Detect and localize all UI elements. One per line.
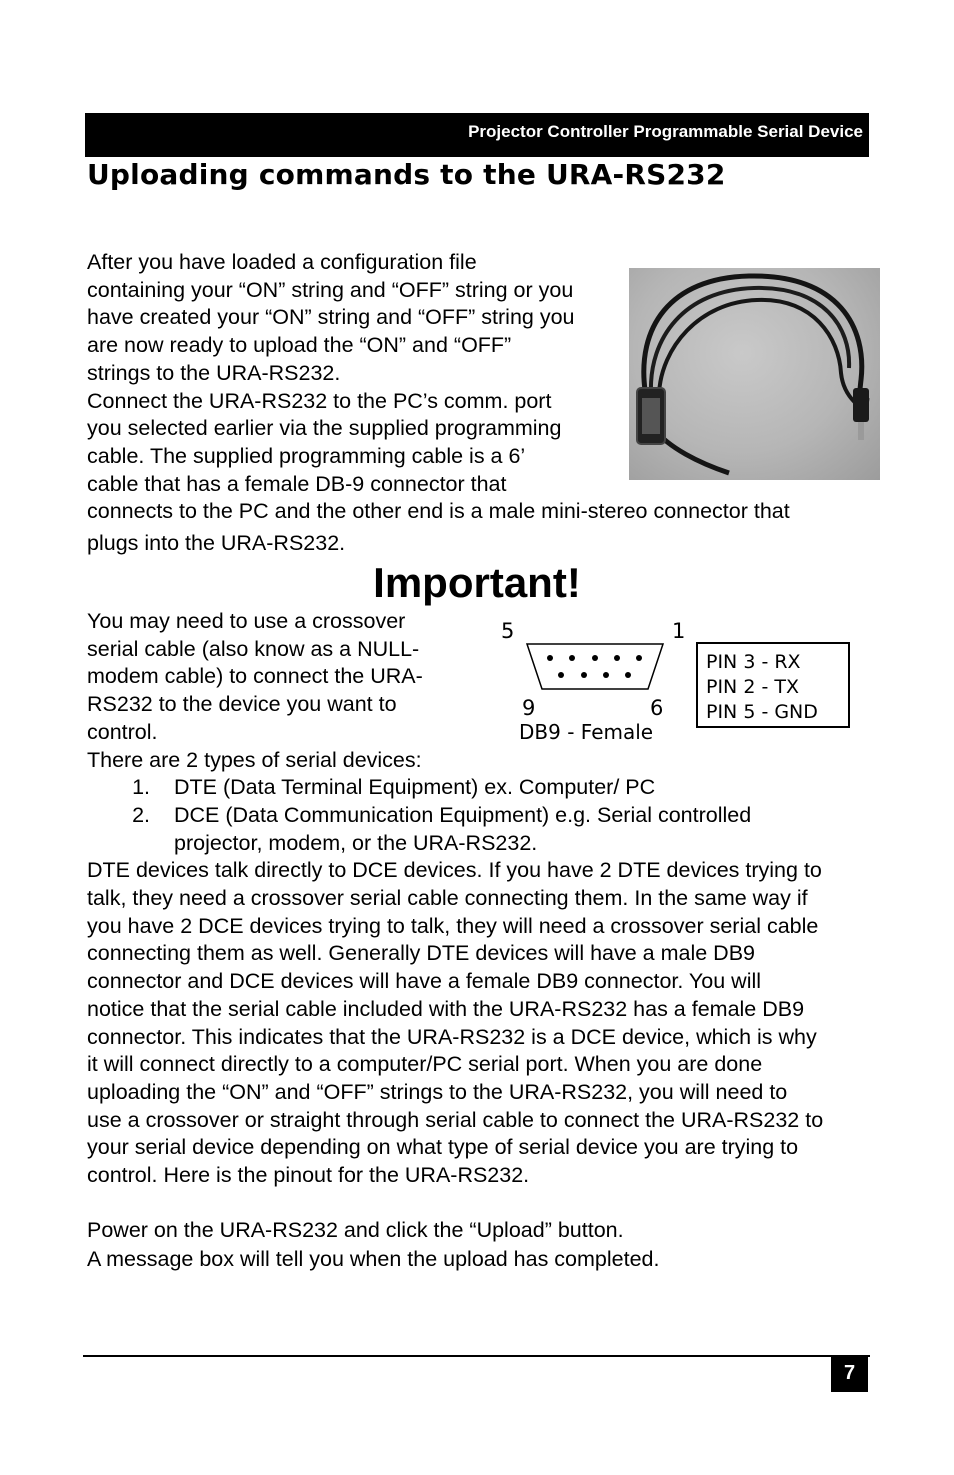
db9-pin xyxy=(625,672,631,678)
intro-line: connects to the PC and the other end is a male mini-stereo connector that xyxy=(87,499,790,524)
db9-pin xyxy=(547,655,553,661)
db9-connector-outline xyxy=(527,644,663,689)
body-line: notice that the serial cable included with the URA-RS232 has a female DB9 xyxy=(87,996,805,1021)
crossover-line: modem cable) to connect the URA- xyxy=(87,664,423,689)
db9-diagram xyxy=(495,615,855,750)
body-line: your serial device depending on what type of serial device you are trying to xyxy=(87,1135,799,1160)
db9-pin xyxy=(558,672,564,678)
footer-rule xyxy=(83,1355,870,1357)
db9-pin xyxy=(603,672,609,678)
header-bar xyxy=(85,113,869,157)
body-line: connector. This indicates that the URA-RS232 is a DCE device, which is why xyxy=(87,1024,817,1049)
pinout-gnd: PIN 5 - GND xyxy=(706,701,818,723)
body-line: you have 2 DCE devices trying to talk, they will need a crossover serial cable xyxy=(87,913,819,938)
db9-pin xyxy=(592,655,598,661)
db9-pin xyxy=(614,655,620,661)
list-number: 1. xyxy=(132,775,150,800)
crossover-line: control. xyxy=(87,719,158,744)
body-line: talk, they need a crossover serial cable connecting them. In the same way if xyxy=(87,886,808,910)
pinout-rx: PIN 3 - RX xyxy=(706,651,801,673)
body-line: connector and DCE devices will have a female DB9 connector. You will xyxy=(87,969,762,994)
pin-6-label: 6 xyxy=(650,696,664,720)
intro-line: strings to the URA-RS232. xyxy=(87,360,341,385)
pin-5-label: 5 xyxy=(501,619,515,643)
list-item-continued: projector, modem, or the URA-RS232. xyxy=(174,830,538,855)
db9-pin xyxy=(636,655,642,661)
intro-line: cable that has a female DB-9 connector that xyxy=(87,471,507,496)
intro-line: plugs into the URA-RS232. xyxy=(87,531,346,555)
intro-line: have created your “ON” string and “OFF” string you xyxy=(87,305,575,330)
cable-icon xyxy=(629,268,880,480)
db9-pins xyxy=(547,655,642,678)
body-line: uploading the “ON” and “OFF” strings to the URA-RS232, you will need to xyxy=(87,1079,788,1104)
body-line: connecting them as well. Generally DTE devices will have a male DB9 xyxy=(87,941,755,966)
connector-label: DB9 - Female xyxy=(519,720,654,744)
intro-line: After you have loaded a configuration file xyxy=(87,250,477,274)
body-line: DTE devices talk directly to DCE devices. If you have 2 DTE devices trying to xyxy=(87,858,822,883)
list-item: DTE (Data Terminal Equipment) ex. Computer/ PC xyxy=(174,775,656,800)
crossover-line: You may need to use a crossover xyxy=(87,609,406,633)
body-line: it will connect directly to a computer/PC serial port. When you are done xyxy=(87,1052,763,1077)
page-number: 7 xyxy=(831,1355,868,1392)
crossover-line: There are 2 types of serial devices: xyxy=(87,747,422,772)
intro-line: cable. The supplied programming cable is a 6’ xyxy=(87,443,526,468)
pinout-tx: PIN 2 - TX xyxy=(706,676,799,698)
crossover-line: RS232 to the device you want to xyxy=(87,692,397,717)
cable-photo xyxy=(629,268,880,480)
intro-line: are now ready to upload the “ON” and “OFF” xyxy=(87,333,512,358)
list-number: 2. xyxy=(132,802,150,827)
body-line: control. Here is the pinout for the URA-RS232. xyxy=(87,1163,530,1187)
db9-pin xyxy=(581,672,587,678)
important-heading: Important! xyxy=(373,559,581,606)
upload-instruction: Power on the URA-RS232 and click the “Upload” button. xyxy=(87,1218,624,1242)
db9-pin xyxy=(569,655,575,661)
upload-completion-note: A message box will tell you when the upload has completed. xyxy=(87,1247,660,1271)
body-line: use a crossover or straight through serial cable to connect the URA-RS232 to xyxy=(87,1107,824,1132)
pin-9-label: 9 xyxy=(522,696,536,720)
intro-line: containing your “ON” string and “OFF” string or you xyxy=(87,277,574,302)
intro-line: Connect the URA-RS232 to the PC’s comm. port xyxy=(87,388,552,413)
pin-1-label: 1 xyxy=(672,619,686,643)
header-title: Projector Controller Programmable Serial Device xyxy=(468,122,863,141)
section-title: Uploading commands to the URA-RS232 xyxy=(87,158,726,191)
crossover-line: serial cable (also know as a NULL- xyxy=(87,636,420,661)
intro-line: you selected earlier via the supplied programming xyxy=(87,416,562,441)
list-item: DCE (Data Communication Equipment) e.g. Serial controlled xyxy=(174,802,752,827)
